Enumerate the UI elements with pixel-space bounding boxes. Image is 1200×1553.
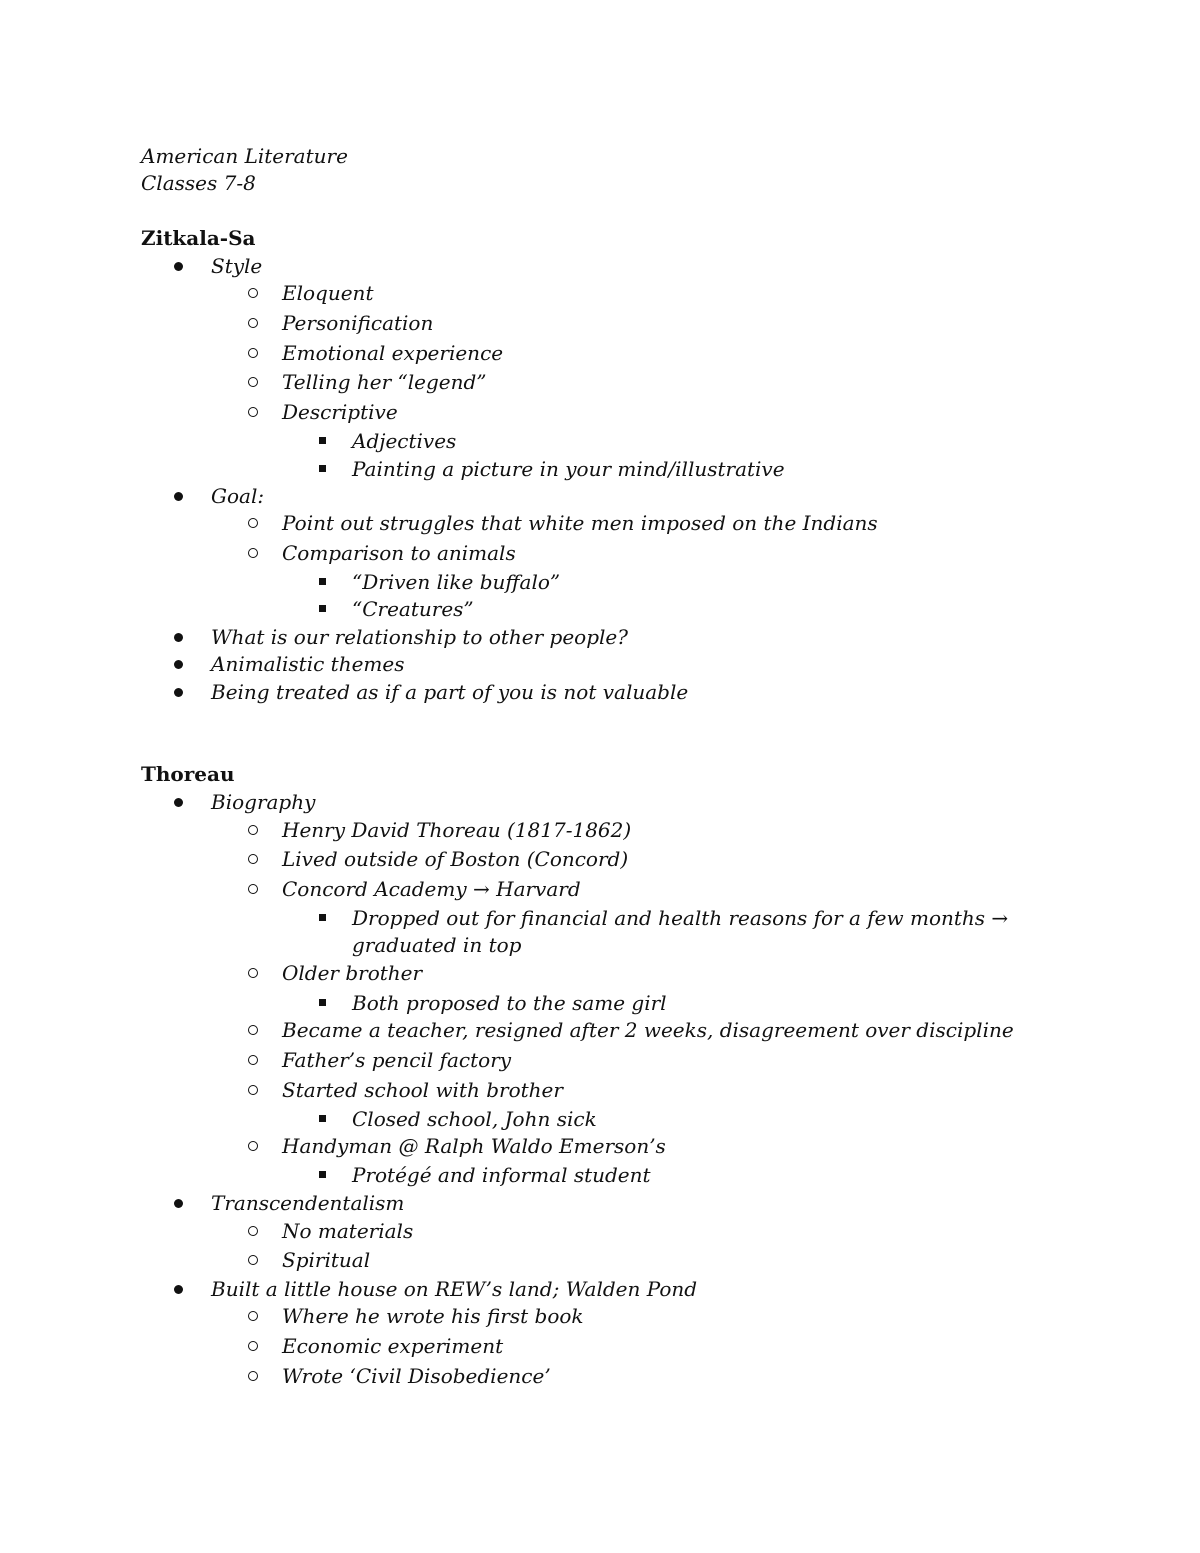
bullet-circle-icon xyxy=(248,288,258,298)
bullet-circle-icon xyxy=(248,1055,258,1065)
bullet-square-icon xyxy=(319,999,326,1006)
classes-label: Classes 7-8 xyxy=(141,171,256,195)
bullet-circle-icon xyxy=(248,377,258,387)
bullet-circle-icon xyxy=(248,1226,258,1236)
bullet-circle-icon xyxy=(248,968,258,978)
bullet-circle-icon xyxy=(248,854,258,864)
section-heading-zitkala-sa: Zitkala-Sa xyxy=(141,226,256,250)
bullet-disc-icon xyxy=(174,262,183,271)
bullet-square-icon xyxy=(319,914,326,921)
bullet-circle-icon xyxy=(248,548,258,558)
bullet-disc-icon xyxy=(174,492,183,501)
bullet-square-icon xyxy=(319,578,326,585)
bullet-circle-icon xyxy=(248,318,258,328)
bullet-circle-icon xyxy=(248,1025,258,1035)
bullet-circle-icon xyxy=(248,1255,258,1265)
bullet-circle-icon xyxy=(248,407,258,417)
bullet-circle-icon xyxy=(248,1311,258,1321)
bullet-square-icon xyxy=(319,1171,326,1178)
bullet-disc-icon xyxy=(174,633,183,642)
bullet-square-icon xyxy=(319,465,326,472)
bullet-circle-icon xyxy=(248,1085,258,1095)
bullet-circle-icon xyxy=(248,1141,258,1151)
bullet-disc-icon xyxy=(174,1285,183,1294)
bullet-disc-icon xyxy=(174,1199,183,1208)
bullet-circle-icon xyxy=(248,348,258,358)
section-heading-thoreau: Thoreau xyxy=(141,762,235,786)
bullet-square-icon xyxy=(319,1115,326,1122)
bullet-circle-icon xyxy=(248,825,258,835)
bullet-disc-icon xyxy=(174,798,183,807)
bullet-circle-icon xyxy=(248,518,258,528)
course-title: American Literature xyxy=(141,144,348,168)
list-item-continuation: graduated in top xyxy=(352,933,522,957)
bullet-disc-icon xyxy=(174,688,183,697)
bullet-circle-icon xyxy=(248,1341,258,1351)
bullet-disc-icon xyxy=(174,660,183,669)
bullet-circle-icon xyxy=(248,1371,258,1381)
bullet-square-icon xyxy=(319,437,326,444)
document-page: American Literature Classes 7-8 Zitkala-Sa Style Eloquent Personification Emotional experience Telling her “legend” Descriptive Adjectives Painting a picture in your mind/illustrative Goal: Point out struggles that white men imposed on the Indians Comparison to animals “Driven like buffalo” “Creatures” What is our relationship to other people? Animalistic themes Being treated as if a part of you is not valuable Thoreau Biography Henry David Thoreau (1817-1862) Lived outside of Boston (Concord) Concord Academy → Harvard Dropped out for financial and health reasons for a few months → graduated in top Older brother Both proposed to the same girl Became a teacher, resigned after 2 weeks, disagreement over discipline Father’s pencil factory Started school with brother Closed school, John sick Handyman @ Ralph Waldo Emerson’s Protégé and informal student Transcendentalism No materials Spiritual Built a little house on REW’s land; Walden Pond Where he wrote his first book Economic experiment Wrote ‘Civil Disobedience’ xyxy=(141,144,1014,1388)
bullet-square-icon xyxy=(319,605,326,612)
bullet-circle-icon xyxy=(248,884,258,894)
